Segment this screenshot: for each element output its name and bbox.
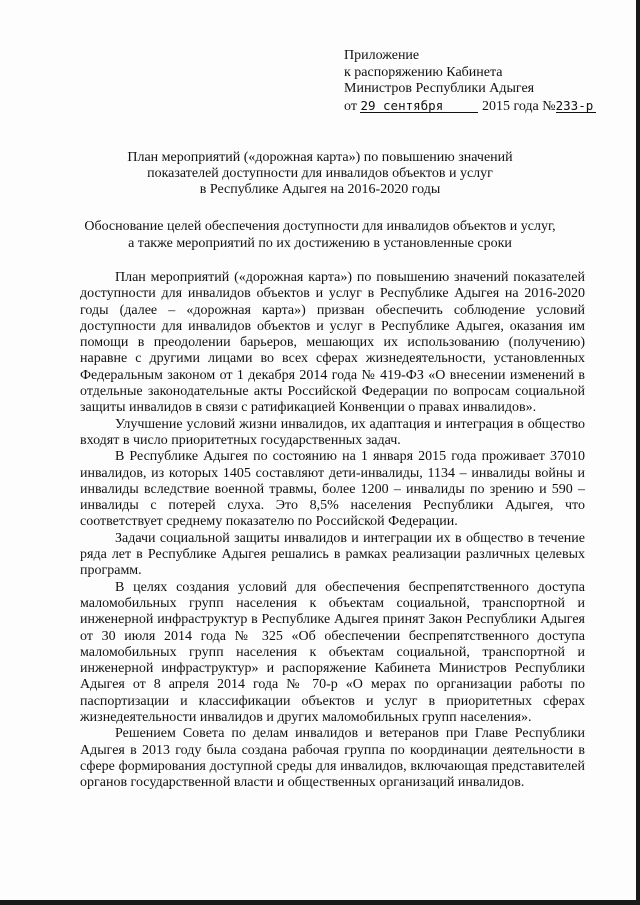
scan-edge-bottom [0,900,640,905]
appendix-date-line [344,98,629,116]
subtitle-line-2: а также мероприятий по их достижению в установленные сроки [128,235,512,251]
body-text [80,270,585,792]
year-text: 2015 года № [481,98,556,114]
paragraph: Решением Совета по делам инвалидов и ветеранов при Главе Республики Адыгея в 2013 году была создана рабочая группа по координации деятельности в сфере формирования доступной среды для инвалидов, включающая представителей органов государственной власти и общественных организаций инвалидов. [80,726,585,791]
title-line-2: показателей доступности для инвалидов объектов и услуг [147,166,493,181]
appendix-line-3: Министров Республики Адыгея [344,81,535,96]
title-line-3: в Республике Адыгея на 2016-2020 годы [199,182,441,197]
paragraph: В Республике Адыгея по состоянию на 1 января 2015 года проживает 37010 инвалидов, из которых 1405 составляют дети-инвалиды, 1134 – инвалиды войны и инвалиды вследствие военной травмы, более 1200 – инвалиды по зрению и 590 – инвалиды с потерей слуха. Это 8,5% населения Республики Адыгея, что соответствует среднему показателю по Российской Федерации. [80,449,585,530]
number-value: 233-р [555,97,594,113]
appendix-line-2: к распоряжению Кабинета [344,64,503,80]
appendix-line-1: Приложение [344,48,420,63]
date-value: 29 сентября [360,97,444,113]
document-title [30,150,610,198]
appendix-header [344,48,629,115]
paragraph: Улучшение условий жизни инвалидов, их адаптация и интеграция в общество входят в число приоритетных государственных задач. [80,416,585,448]
paragraph: Задачи социальной защиты инвалидов и интеграции их в общество в течение ряда лет в Республике Адыгея решались в рамках реализации различных целевых программ. [80,530,585,579]
date-field [360,98,478,113]
paragraph: В целях создания условий для обеспечения беспрепятственного доступа маломобильных групп населения к объектам социальной, транспортной и инженерной инфраструктур в Республике Адыгея принят Закон Республики Адыгея от 30 июля 2014 года № 325 «Об обеспечении беспрепятственного доступа маломобильных групп населения к объектам социальной, транспортной и инженерной инфраструктур» и распоряжение Кабинета Министров Республики Адыгея от 8 апреля 2014 года № 70-р «О мерах по организации работы по паспортизации и классификации объектов и услуг в приоритетных сферах жизнедеятельности инвалидов и других маломобильных групп населения». [80,579,585,726]
from-label: от [344,98,357,114]
paragraph: План мероприятий («дорожная карта») по повышению значений показателей доступности для инвалидов объектов и услуг в Республике Адыгея на 2016-2020 годы (далее – «дорожная карта») призван обеспечить соблюдение условий доступности для инвалидов объектов и услуг в Республике Адыгея, оказания им помощи в преодолении барьеров, мешающих их использованию (получению) наравне с другими лицами во всех сферах жизнедеятельности, установленных Федеральным законом от 1 декабря 2014 года № 419-ФЗ «О внесении изменений в отдельные законодательные акты Российской Федерации по вопросам социальной защиты инвалидов в связи с ратификацией Конвенции о правах инвалидов». [80,270,585,416]
section-heading [30,219,610,252]
scan-edge-right [636,0,640,905]
title-line-1: План мероприятий («дорожная карта») по повышению значений [127,150,513,165]
subtitle-line-1: Обоснование целей обеспечения доступности для инвалидов объектов и услуг, [84,219,556,234]
number-field [556,98,596,113]
